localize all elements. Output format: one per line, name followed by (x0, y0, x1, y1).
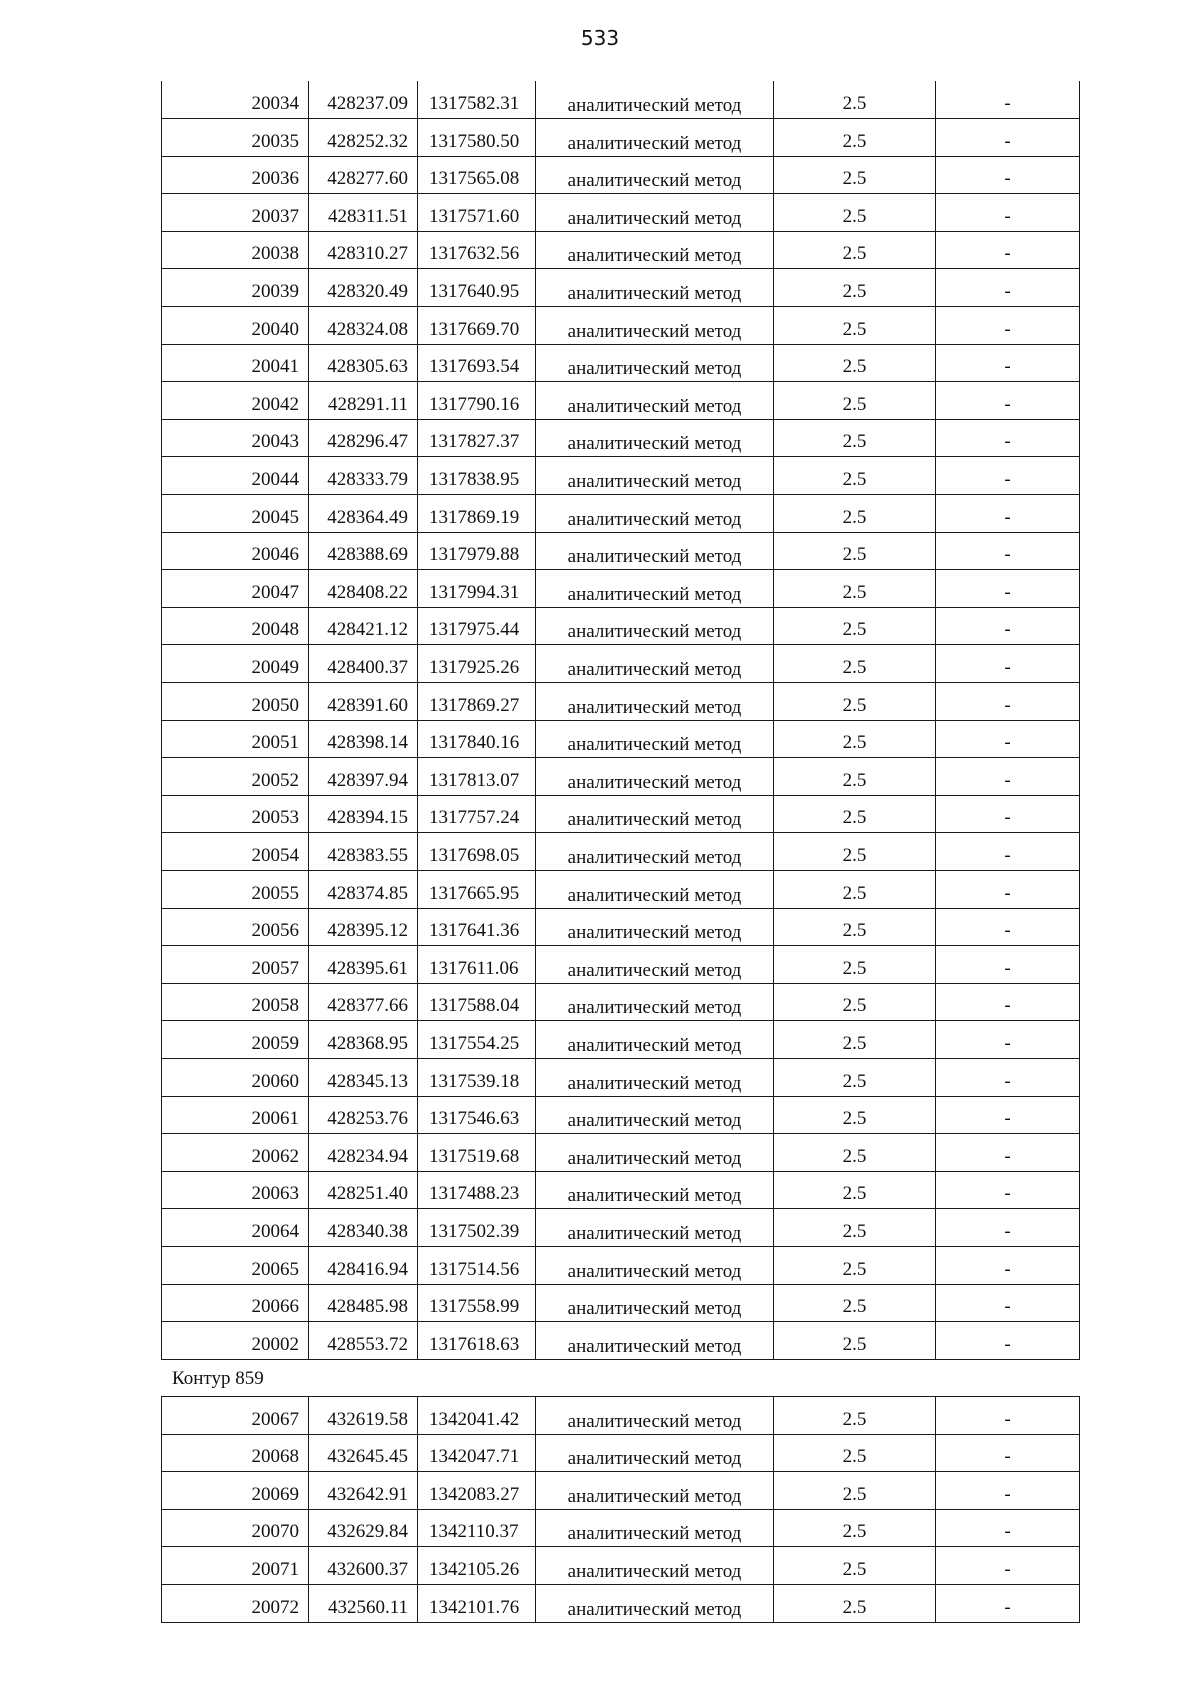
method-cell: аналитический метод (536, 1584, 774, 1622)
table-row (162, 457, 1080, 495)
note-cell: - (936, 532, 1080, 570)
point-number-cell: 20053 (162, 795, 309, 833)
y-coordinate-cell: 1317502.39 (418, 1209, 536, 1247)
accuracy-cell: 2.5 (774, 1509, 936, 1547)
table-row (162, 570, 1080, 608)
note-cell: - (936, 946, 1080, 984)
y-coordinate-cell: 1317641.36 (418, 908, 536, 946)
accuracy-cell: 2.5 (774, 1584, 936, 1622)
accuracy-cell: 2.5 (774, 1547, 936, 1585)
point-number-cell: 20041 (162, 344, 309, 382)
table-row (162, 908, 1080, 946)
point-number-cell: 20056 (162, 908, 309, 946)
method-cell: аналитический метод (536, 419, 774, 457)
table-row (162, 1434, 1080, 1472)
accuracy-cell: 2.5 (774, 645, 936, 683)
note-cell: - (936, 1284, 1080, 1322)
accuracy-cell: 2.5 (774, 1171, 936, 1209)
note-cell: - (936, 382, 1080, 420)
x-coordinate-cell: 428253.76 (309, 1096, 418, 1134)
x-coordinate-cell: 428397.94 (309, 758, 418, 796)
point-number-cell: 20048 (162, 607, 309, 645)
y-coordinate-cell: 1317790.16 (418, 382, 536, 420)
table-row (162, 156, 1080, 194)
x-coordinate-cell: 428237.09 (309, 81, 418, 119)
x-coordinate-cell: 428311.51 (309, 194, 418, 232)
accuracy-cell: 2.5 (774, 908, 936, 946)
y-coordinate-cell: 1317571.60 (418, 194, 536, 232)
note-cell: - (936, 1209, 1080, 1247)
table-row (162, 382, 1080, 420)
accuracy-cell: 2.5 (774, 1096, 936, 1134)
x-coordinate-cell: 428395.12 (309, 908, 418, 946)
point-number-cell: 20040 (162, 307, 309, 345)
x-coordinate-cell: 432619.58 (309, 1397, 418, 1435)
method-cell: аналитический метод (536, 1171, 774, 1209)
note-cell: - (936, 119, 1080, 157)
table-row (162, 1397, 1080, 1435)
note-cell: - (936, 833, 1080, 871)
note-cell: - (936, 908, 1080, 946)
point-number-cell: 20061 (162, 1096, 309, 1134)
method-cell: аналитический метод (536, 344, 774, 382)
method-cell: аналитический метод (536, 983, 774, 1021)
y-coordinate-cell: 1317514.56 (418, 1246, 536, 1284)
x-coordinate-cell: 432560.11 (309, 1584, 418, 1622)
point-number-cell: 20068 (162, 1434, 309, 1472)
y-coordinate-cell: 1317838.95 (418, 457, 536, 495)
note-cell: - (936, 307, 1080, 345)
table-row (162, 81, 1080, 119)
y-coordinate-cell: 1317994.31 (418, 570, 536, 608)
point-number-cell: 20071 (162, 1547, 309, 1585)
x-coordinate-cell: 428398.14 (309, 720, 418, 758)
accuracy-cell: 2.5 (774, 269, 936, 307)
y-coordinate-cell: 1317669.70 (418, 307, 536, 345)
accuracy-cell: 2.5 (774, 758, 936, 796)
point-number-cell: 20067 (162, 1397, 309, 1435)
y-coordinate-cell: 1317813.07 (418, 758, 536, 796)
y-coordinate-cell: 1317869.27 (418, 683, 536, 721)
contour-859-table (161, 1396, 1080, 1623)
point-number-cell: 20072 (162, 1584, 309, 1622)
note-cell: - (936, 1584, 1080, 1622)
x-coordinate-cell: 428234.94 (309, 1134, 418, 1172)
table-row (162, 795, 1080, 833)
point-number-cell: 20002 (162, 1322, 309, 1360)
point-number-cell: 20064 (162, 1209, 309, 1247)
point-number-cell: 20052 (162, 758, 309, 796)
table-row (162, 1134, 1080, 1172)
method-cell: аналитический метод (536, 1284, 774, 1322)
note-cell: - (936, 1547, 1080, 1585)
accuracy-cell: 2.5 (774, 683, 936, 721)
note-cell: - (936, 983, 1080, 1021)
method-cell: аналитический метод (536, 307, 774, 345)
table-row (162, 683, 1080, 721)
note-cell: - (936, 1322, 1080, 1360)
y-coordinate-cell: 1342110.37 (418, 1509, 536, 1547)
note-cell: - (936, 495, 1080, 533)
x-coordinate-cell: 428252.32 (309, 119, 418, 157)
note-cell: - (936, 720, 1080, 758)
x-coordinate-cell: 428391.60 (309, 683, 418, 721)
accuracy-cell: 2.5 (774, 1021, 936, 1059)
accuracy-cell: 2.5 (774, 119, 936, 157)
point-number-cell: 20051 (162, 720, 309, 758)
point-number-cell: 20036 (162, 156, 309, 194)
method-cell: аналитический метод (536, 81, 774, 119)
table-row (162, 495, 1080, 533)
y-coordinate-cell: 1317979.88 (418, 532, 536, 570)
method-cell: аналитический метод (536, 645, 774, 683)
point-number-cell: 20046 (162, 532, 309, 570)
y-coordinate-cell: 1317554.25 (418, 1021, 536, 1059)
x-coordinate-cell: 428333.79 (309, 457, 418, 495)
accuracy-cell: 2.5 (774, 1397, 936, 1435)
note-cell: - (936, 419, 1080, 457)
method-cell: аналитический метод (536, 870, 774, 908)
x-coordinate-cell: 428296.47 (309, 419, 418, 457)
page-number: 533 (580, 26, 620, 50)
method-cell: аналитический метод (536, 1434, 774, 1472)
method-cell: аналитический метод (536, 457, 774, 495)
table-row (162, 833, 1080, 871)
method-cell: аналитический метод (536, 269, 774, 307)
y-coordinate-cell: 1317665.95 (418, 870, 536, 908)
y-coordinate-cell: 1342101.76 (418, 1584, 536, 1622)
point-number-cell: 20066 (162, 1284, 309, 1322)
method-cell: аналитический метод (536, 156, 774, 194)
note-cell: - (936, 1058, 1080, 1096)
accuracy-cell: 2.5 (774, 1322, 936, 1360)
y-coordinate-cell: 1317975.44 (418, 607, 536, 645)
accuracy-cell: 2.5 (774, 1058, 936, 1096)
note-cell: - (936, 607, 1080, 645)
x-coordinate-cell: 428485.98 (309, 1284, 418, 1322)
table-row (162, 419, 1080, 457)
y-coordinate-cell: 1317618.63 (418, 1322, 536, 1360)
point-number-cell: 20062 (162, 1134, 309, 1172)
note-cell: - (936, 758, 1080, 796)
accuracy-cell: 2.5 (774, 156, 936, 194)
x-coordinate-cell: 432600.37 (309, 1547, 418, 1585)
y-coordinate-cell: 1342047.71 (418, 1434, 536, 1472)
y-coordinate-cell: 1317588.04 (418, 983, 536, 1021)
note-cell: - (936, 1472, 1080, 1510)
note-cell: - (936, 81, 1080, 119)
x-coordinate-cell: 428388.69 (309, 532, 418, 570)
accuracy-cell: 2.5 (774, 1134, 936, 1172)
table-row (162, 946, 1080, 984)
contour-859-table-body (162, 1397, 1080, 1623)
table-row (162, 1171, 1080, 1209)
point-number-cell: 20045 (162, 495, 309, 533)
x-coordinate-cell: 428383.55 (309, 833, 418, 871)
table-row (162, 720, 1080, 758)
point-number-cell: 20055 (162, 870, 309, 908)
table-row (162, 1021, 1080, 1059)
accuracy-cell: 2.5 (774, 833, 936, 871)
y-coordinate-cell: 1317925.26 (418, 645, 536, 683)
point-number-cell: 20034 (162, 81, 309, 119)
table-row (162, 1096, 1080, 1134)
point-number-cell: 20044 (162, 457, 309, 495)
method-cell: аналитический метод (536, 908, 774, 946)
x-coordinate-cell: 432645.45 (309, 1434, 418, 1472)
accuracy-cell: 2.5 (774, 795, 936, 833)
accuracy-cell: 2.5 (774, 382, 936, 420)
table-row (162, 1472, 1080, 1510)
y-coordinate-cell: 1317565.08 (418, 156, 536, 194)
point-number-cell: 20035 (162, 119, 309, 157)
accuracy-cell: 2.5 (774, 1434, 936, 1472)
method-cell: аналитический метод (536, 1509, 774, 1547)
note-cell: - (936, 1171, 1080, 1209)
method-cell: аналитический метод (536, 1058, 774, 1096)
table-row (162, 1509, 1080, 1547)
point-number-cell: 20039 (162, 269, 309, 307)
y-coordinate-cell: 1317558.99 (418, 1284, 536, 1322)
table-row (162, 607, 1080, 645)
y-coordinate-cell: 1317611.06 (418, 946, 536, 984)
note-cell: - (936, 645, 1080, 683)
table-row (162, 532, 1080, 570)
table-row (162, 1322, 1080, 1360)
x-coordinate-cell: 428291.11 (309, 382, 418, 420)
accuracy-cell: 2.5 (774, 1246, 936, 1284)
method-cell: аналитический метод (536, 119, 774, 157)
table-row (162, 870, 1080, 908)
y-coordinate-cell: 1317539.18 (418, 1058, 536, 1096)
accuracy-cell: 2.5 (774, 231, 936, 269)
note-cell: - (936, 1134, 1080, 1172)
accuracy-cell: 2.5 (774, 570, 936, 608)
method-cell: аналитический метод (536, 1472, 774, 1510)
x-coordinate-cell: 428553.72 (309, 1322, 418, 1360)
y-coordinate-cell: 1317488.23 (418, 1171, 536, 1209)
note-cell: - (936, 570, 1080, 608)
table-row (162, 1284, 1080, 1322)
accuracy-cell: 2.5 (774, 457, 936, 495)
table-row (162, 758, 1080, 796)
table-row (162, 119, 1080, 157)
method-cell: аналитический метод (536, 1547, 774, 1585)
method-cell: аналитический метод (536, 194, 774, 232)
y-coordinate-cell: 1342083.27 (418, 1472, 536, 1510)
y-coordinate-cell: 1317827.37 (418, 419, 536, 457)
x-coordinate-cell: 428277.60 (309, 156, 418, 194)
method-cell: аналитический метод (536, 231, 774, 269)
table-row (162, 269, 1080, 307)
x-coordinate-cell: 428251.40 (309, 1171, 418, 1209)
accuracy-cell: 2.5 (774, 495, 936, 533)
note-cell: - (936, 795, 1080, 833)
point-number-cell: 20049 (162, 645, 309, 683)
accuracy-cell: 2.5 (774, 344, 936, 382)
y-coordinate-cell: 1342041.42 (418, 1397, 536, 1435)
accuracy-cell: 2.5 (774, 946, 936, 984)
method-cell: аналитический метод (536, 795, 774, 833)
note-cell: - (936, 457, 1080, 495)
accuracy-cell: 2.5 (774, 1472, 936, 1510)
accuracy-cell: 2.5 (774, 307, 936, 345)
note-cell: - (936, 194, 1080, 232)
note-cell: - (936, 1434, 1080, 1472)
method-cell: аналитический метод (536, 607, 774, 645)
accuracy-cell: 2.5 (774, 1284, 936, 1322)
note-cell: - (936, 156, 1080, 194)
method-cell: аналитический метод (536, 946, 774, 984)
y-coordinate-cell: 1317869.19 (418, 495, 536, 533)
x-coordinate-cell: 428305.63 (309, 344, 418, 382)
x-coordinate-cell: 428310.27 (309, 231, 418, 269)
x-coordinate-cell: 432629.84 (309, 1509, 418, 1547)
method-cell: аналитический метод (536, 1246, 774, 1284)
note-cell: - (936, 269, 1080, 307)
x-coordinate-cell: 432642.91 (309, 1472, 418, 1510)
accuracy-cell: 2.5 (774, 870, 936, 908)
coordinates-table-body (162, 81, 1080, 1359)
method-cell: аналитический метод (536, 683, 774, 721)
x-coordinate-cell: 428320.49 (309, 269, 418, 307)
accuracy-cell: 2.5 (774, 983, 936, 1021)
x-coordinate-cell: 428408.22 (309, 570, 418, 608)
method-cell: аналитический метод (536, 1021, 774, 1059)
point-number-cell: 20070 (162, 1509, 309, 1547)
y-coordinate-cell: 1342105.26 (418, 1547, 536, 1585)
point-number-cell: 20042 (162, 382, 309, 420)
x-coordinate-cell: 428400.37 (309, 645, 418, 683)
point-number-cell: 20050 (162, 683, 309, 721)
note-cell: - (936, 1246, 1080, 1284)
table-row (162, 1058, 1080, 1096)
table-row (162, 231, 1080, 269)
point-number-cell: 20069 (162, 1472, 309, 1510)
table-row (162, 307, 1080, 345)
method-cell: аналитический метод (536, 1397, 774, 1435)
y-coordinate-cell: 1317693.54 (418, 344, 536, 382)
x-coordinate-cell: 428421.12 (309, 607, 418, 645)
y-coordinate-cell: 1317632.56 (418, 231, 536, 269)
x-coordinate-cell: 428394.15 (309, 795, 418, 833)
y-coordinate-cell: 1317698.05 (418, 833, 536, 871)
table-row (162, 983, 1080, 1021)
y-coordinate-cell: 1317757.24 (418, 795, 536, 833)
point-number-cell: 20057 (162, 946, 309, 984)
method-cell: аналитический метод (536, 720, 774, 758)
x-coordinate-cell: 428324.08 (309, 307, 418, 345)
y-coordinate-cell: 1317546.63 (418, 1096, 536, 1134)
method-cell: аналитический метод (536, 1134, 774, 1172)
method-cell: аналитический метод (536, 1209, 774, 1247)
accuracy-cell: 2.5 (774, 194, 936, 232)
note-cell: - (936, 1021, 1080, 1059)
point-number-cell: 20054 (162, 833, 309, 871)
accuracy-cell: 2.5 (774, 1209, 936, 1247)
table-row (162, 1547, 1080, 1585)
note-cell: - (936, 870, 1080, 908)
table-row (162, 1246, 1080, 1284)
note-cell: - (936, 1509, 1080, 1547)
accuracy-cell: 2.5 (774, 720, 936, 758)
method-cell: аналитический метод (536, 1096, 774, 1134)
method-cell: аналитический метод (536, 382, 774, 420)
method-cell: аналитический метод (536, 758, 774, 796)
table-row (162, 1584, 1080, 1622)
table-row (162, 645, 1080, 683)
point-number-cell: 20037 (162, 194, 309, 232)
contour-heading: Контур 859 (172, 1368, 264, 1389)
note-cell: - (936, 231, 1080, 269)
note-cell: - (936, 683, 1080, 721)
point-number-cell: 20038 (162, 231, 309, 269)
point-number-cell: 20060 (162, 1058, 309, 1096)
y-coordinate-cell: 1317582.31 (418, 81, 536, 119)
table-row (162, 344, 1080, 382)
method-cell: аналитический метод (536, 495, 774, 533)
point-number-cell: 20043 (162, 419, 309, 457)
x-coordinate-cell: 428364.49 (309, 495, 418, 533)
method-cell: аналитический метод (536, 1322, 774, 1360)
y-coordinate-cell: 1317580.50 (418, 119, 536, 157)
note-cell: - (936, 344, 1080, 382)
x-coordinate-cell: 428377.66 (309, 983, 418, 1021)
point-number-cell: 20058 (162, 983, 309, 1021)
method-cell: аналитический метод (536, 570, 774, 608)
point-number-cell: 20063 (162, 1171, 309, 1209)
y-coordinate-cell: 1317519.68 (418, 1134, 536, 1172)
method-cell: аналитический метод (536, 833, 774, 871)
point-number-cell: 20065 (162, 1246, 309, 1284)
y-coordinate-cell: 1317640.95 (418, 269, 536, 307)
x-coordinate-cell: 428368.95 (309, 1021, 418, 1059)
note-cell: - (936, 1096, 1080, 1134)
accuracy-cell: 2.5 (774, 607, 936, 645)
note-cell: - (936, 1397, 1080, 1435)
x-coordinate-cell: 428395.61 (309, 946, 418, 984)
point-number-cell: 20047 (162, 570, 309, 608)
x-coordinate-cell: 428340.38 (309, 1209, 418, 1247)
accuracy-cell: 2.5 (774, 532, 936, 570)
accuracy-cell: 2.5 (774, 419, 936, 457)
point-number-cell: 20059 (162, 1021, 309, 1059)
y-coordinate-cell: 1317840.16 (418, 720, 536, 758)
x-coordinate-cell: 428374.85 (309, 870, 418, 908)
x-coordinate-cell: 428416.94 (309, 1246, 418, 1284)
coordinates-table (161, 81, 1080, 1360)
x-coordinate-cell: 428345.13 (309, 1058, 418, 1096)
accuracy-cell: 2.5 (774, 81, 936, 119)
table-row (162, 1209, 1080, 1247)
method-cell: аналитический метод (536, 532, 774, 570)
table-row (162, 194, 1080, 232)
